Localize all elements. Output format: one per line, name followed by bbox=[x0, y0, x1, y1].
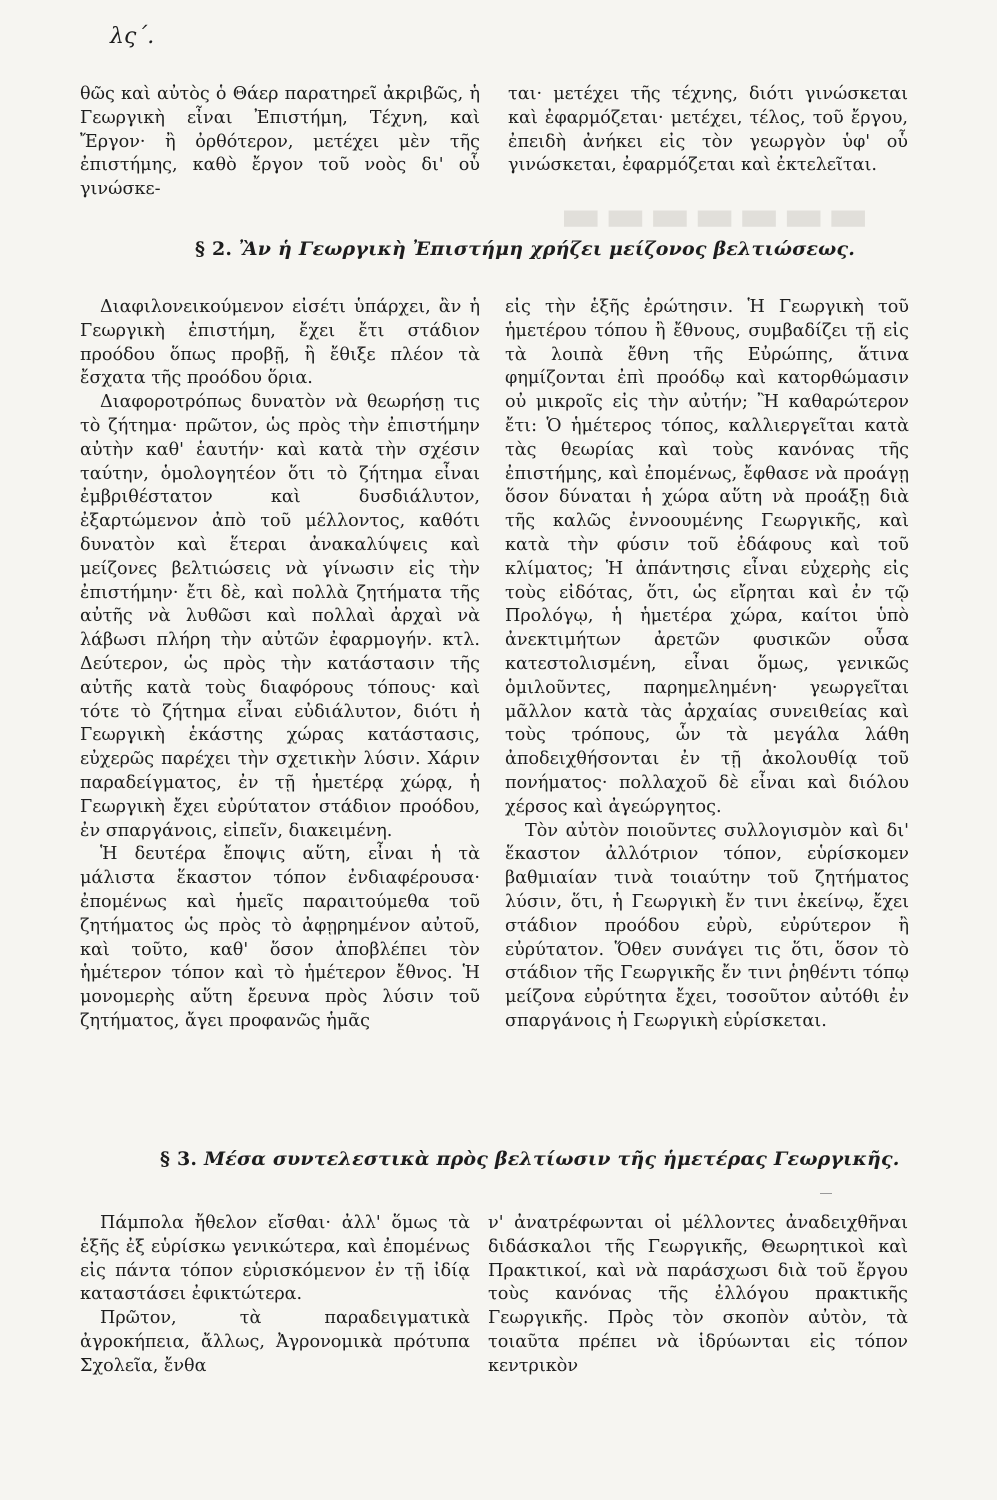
paragraph: ν' ἀνατρέφωνται οἱ μέλλοντες ἀναδειχθῆναι διδάσκαλοι τῆς Γεωργικῆς, Θεωρητικοὶ καὶ Πρακτικοί, καὶ νὰ παράσχωσι διὰ τοῦ ἔργου τοὺς κανόνας τῆς ἐλλόγου πρακτικῆς Γεωργικῆς. Πρὸς τὸν σκοπὸν αὐτὸν, τὰ τοιαῦτα πρέπει νὰ ἱδρύωνται εἰς τόπον κεντρικὸν bbox=[488, 1213, 908, 1376]
divider bbox=[820, 1193, 832, 1194]
paragraph: Διαφοροτρόπως δυνατὸν νὰ θεωρήσῃ τις τὸ ζήτημα· πρῶτον, ὡς πρὸς τὴν ἐπιστήμην αὐτὴν καθ' ἑαυτήν· καὶ κατὰ τὴν σχέσιν ταύτην, ὁμολογητέον ὅτι τὸ ζήτημα εἶναι ἐμβριθέστατον καὶ δυσδιάλυτον, ἐξαρτώμενον ἀπὸ τοῦ μέλλοντος, καθότι δυνατὸν καὶ ἕτεραι ἀνακαλύψεις καὶ μείζονες βελτιώσεις νὰ γίνωσιν εἰς τὴν ἐπιστήμην· ἔτι δὲ, καὶ πολλὰ ζητήματα τῆς αὐτῆς νὰ λυθῶσι καὶ πολλαὶ ἀρχαὶ νὰ λάβωσι πλήρη τὴν αὐτῶν ἐφαρμογήν. κτλ. Δεύτερον, ὡς πρὸς τὴν κατάστασιν τῆς αὐτῆς κατὰ τοὺς διαφόρους τόπους· καὶ τότε τὸ ζήτημα εἶναι εὐδιάλυτον, διότι ἡ Γεωργικὴ ἑκάστης χώρας κατάστασις, εὐχερῶς παρέχει τὴν σχετικὴν λύσιν. Χάριν παραδείγματος, ἐν τῇ ἡμετέρᾳ χώρᾳ, ἡ Γεωργικὴ ἔχει εὐρύτατον στάδιον προόδου, ἐν σπαργάνοις, εἰπεῖν, διακειμένη. bbox=[80, 392, 480, 841]
top-right-column bbox=[508, 83, 908, 178]
top-left-column bbox=[80, 83, 480, 202]
paragraph: Τὸν αὐτὸν ποιοῦντες συλλογισμὸν καὶ δι' ἕκαστον ἀλλότριον τόπον, εὑρίσκομεν βαθμιαίαν τινὰ τοιαύτην τοῦ ζητήματος λύσιν, ὅτι, ἡ Γεωργικὴ ἔν τινι ἐκείνῳ, ἔχει στάδιον προόδου εὐρὺ, εὐρύτερον ἢ εὐρύτατον. Ὅθεν συνάγει τις ὅτι, ὅσον τὸ στάδιον τῆς Γεωργικῆς ἔν τινι ῥηθέντι τόπῳ μείζονα εὐρύτητα ἔχει, τοσοῦτον αὐτόθι ἐν σπαργάνοις ἡ Γεωργικὴ εὑρίσκεται. bbox=[505, 820, 909, 1031]
paragraph: ται· μετέχει τῆς τέχνης, διότι γινώσκεται καὶ ἐφαρμόζεται· μετέχει, τέλος, τοῦ ἔργου, ἐπειδὴ ἀνήκει εἰς τὸν γεωργὸν ὑφ' οὗ γινώσκεται, ἐφαρμόζεται καὶ ἐκτελεῖται. bbox=[508, 84, 908, 176]
section-number: § 3. bbox=[160, 1148, 198, 1170]
section-3-left-column bbox=[80, 1212, 470, 1379]
section-title: Μέσα συντελεστικὰ πρὸς βελτίωσιν τῆς ἡμετέρας Γεωργικῆς. bbox=[204, 1148, 900, 1170]
paragraph: Ἡ δευτέρα ἔποψις αὕτη, εἶναι ἡ τὰ μάλιστα ἕκαστον τόπον ἐνδιαφέρουσα· ἐπομένως καὶ ἡμεῖς παραιτούμεθα τοῦ ζητήματος ὡς πρὸς τὸ ἀφῃρημένον αὐτοῦ, καὶ τοῦτο, καθ' ὅσον ἀποβλέπει τὸν ἡμέτερον τόπον καὶ τὸ ἡμέτερον ἔθνος. Ἡ μονομερὴς αὕτη ἔρευνα πρὸς λύσιν τοῦ ζητήματος, ἄγει προφανῶς ἡμᾶς bbox=[80, 844, 480, 1031]
section-2-right-column bbox=[505, 296, 909, 1034]
paragraph: Πάμπολα ἤθελον εἴσθαι· ἀλλ' ὅμως τὰ ἑξῆς ἐξ εὑρίσκω γενικώτερα, καὶ ἐπομένως εἰς πάντα τόπον εὑρισκόμενον ἐν τῇ ἰδίᾳ καταστάσει ἐφικτώτερα. bbox=[80, 1213, 470, 1305]
paragraph: θῶς καὶ αὐτὸς ὁ Θάερ παρατηρεῖ ἀκριβῶς, ἡ Γεωργικὴ εἶναι Ἐπιστήμη, Τέχνη, καὶ Ἔργον· ἢ ὀρθότερον, μετέχει μὲν τῆς ἐπιστήμης, καθὸ ἔργον τοῦ νοὸς δι' οὗ γινώσκε- bbox=[80, 84, 480, 200]
paragraph: Διαφιλονεικούμενον εἰσέτι ὑπάρχει, ἂν ἡ Γεωργικὴ ἐπιστήμη, ἔχει ἔτι στάδιον προόδου ὅπως προβῇ, ἢ ἔθιξε πλέον τὰ ἔσχατα τῆς προόδου ὅρια. bbox=[80, 297, 480, 389]
section-3-heading bbox=[160, 1148, 900, 1170]
section-title: Ἂν ἡ Γεωργικὴ Ἐπιστήμη χρήζει μείζονος βελτιώσεως. bbox=[239, 238, 856, 260]
bleed-through-heading-decoration: ▬▬▬▬▬▬▬ bbox=[560, 190, 873, 241]
section-2-heading bbox=[195, 238, 855, 260]
page-number: λς΄. bbox=[110, 24, 155, 49]
section-number: § 2. bbox=[195, 238, 233, 260]
section-3-right-column bbox=[488, 1212, 908, 1379]
section-2-left-column bbox=[80, 296, 480, 1034]
paragraph: Πρῶτον, τὰ παραδειγματικὰ ἀγροκήπεια, ἄλλως, Ἀγρονομικὰ πρότυπα Σχολεῖα, ἔνθα bbox=[80, 1308, 470, 1376]
paragraph: εἰς τὴν ἑξῆς ἐρώτησιν. Ἡ Γεωργικὴ τοῦ ἡμετέρου τόπου ἢ ἔθνους, συμβαδίζει τῇ εἰς τὰ λοιπὰ ἔθνη τῆς Εὐρώπης, ἅτινα φημίζονται ἐπὶ προόδῳ καὶ κατορθώμασιν οὐ μικροῖς εἰς τὴν αὐτήν; Ἢ καθαρώτερον ἔτι: Ὁ ἡμέτερος τόπος, καλλιεργεῖται κατὰ τὰς θεωρίας καὶ τοὺς κανόνας τῆς ἐπιστήμης, καὶ ἐπομένως, ἔφθασε νὰ προάγῃ ὅσον δύναται ἡ χώρα αὕτη νὰ προάξῃ διὰ τῆς καλῶς ἐννοουμένης Γεωργικῆς, καὶ κατὰ τὴν φύσιν τοῦ ἐδάφους καὶ τοῦ κλίματος; Ἡ ἀπάντησις εἶναι εὐχερὴς εἰς τοὺς εἰδότας, ὅτι, ὡς εἴρηται καὶ ἐν τῷ Προλόγῳ, ἡ ἡμετέρα χώρα, καίτοι ὑπὸ ἀνεκτιμήτων ἀρετῶν φυσικῶν οὖσα κατεστολισμένη, εἶναι ὅμως, γενικῶς ὁμιλοῦντες, παρημελημένη· γεωργεῖται μᾶλλον κατὰ τὰς ἀρχαίας συνειθείας καὶ τοὺς τρόπους, ὧν τὰ μεγάλα λάθη ἀποδειχθήσονται ἐν τῇ ἀκολουθίᾳ τοῦ πονήματος· πολλαχοῦ δὲ εἶναι καὶ διόλου χέρσος καὶ ἀγεώργητος. bbox=[505, 297, 909, 817]
